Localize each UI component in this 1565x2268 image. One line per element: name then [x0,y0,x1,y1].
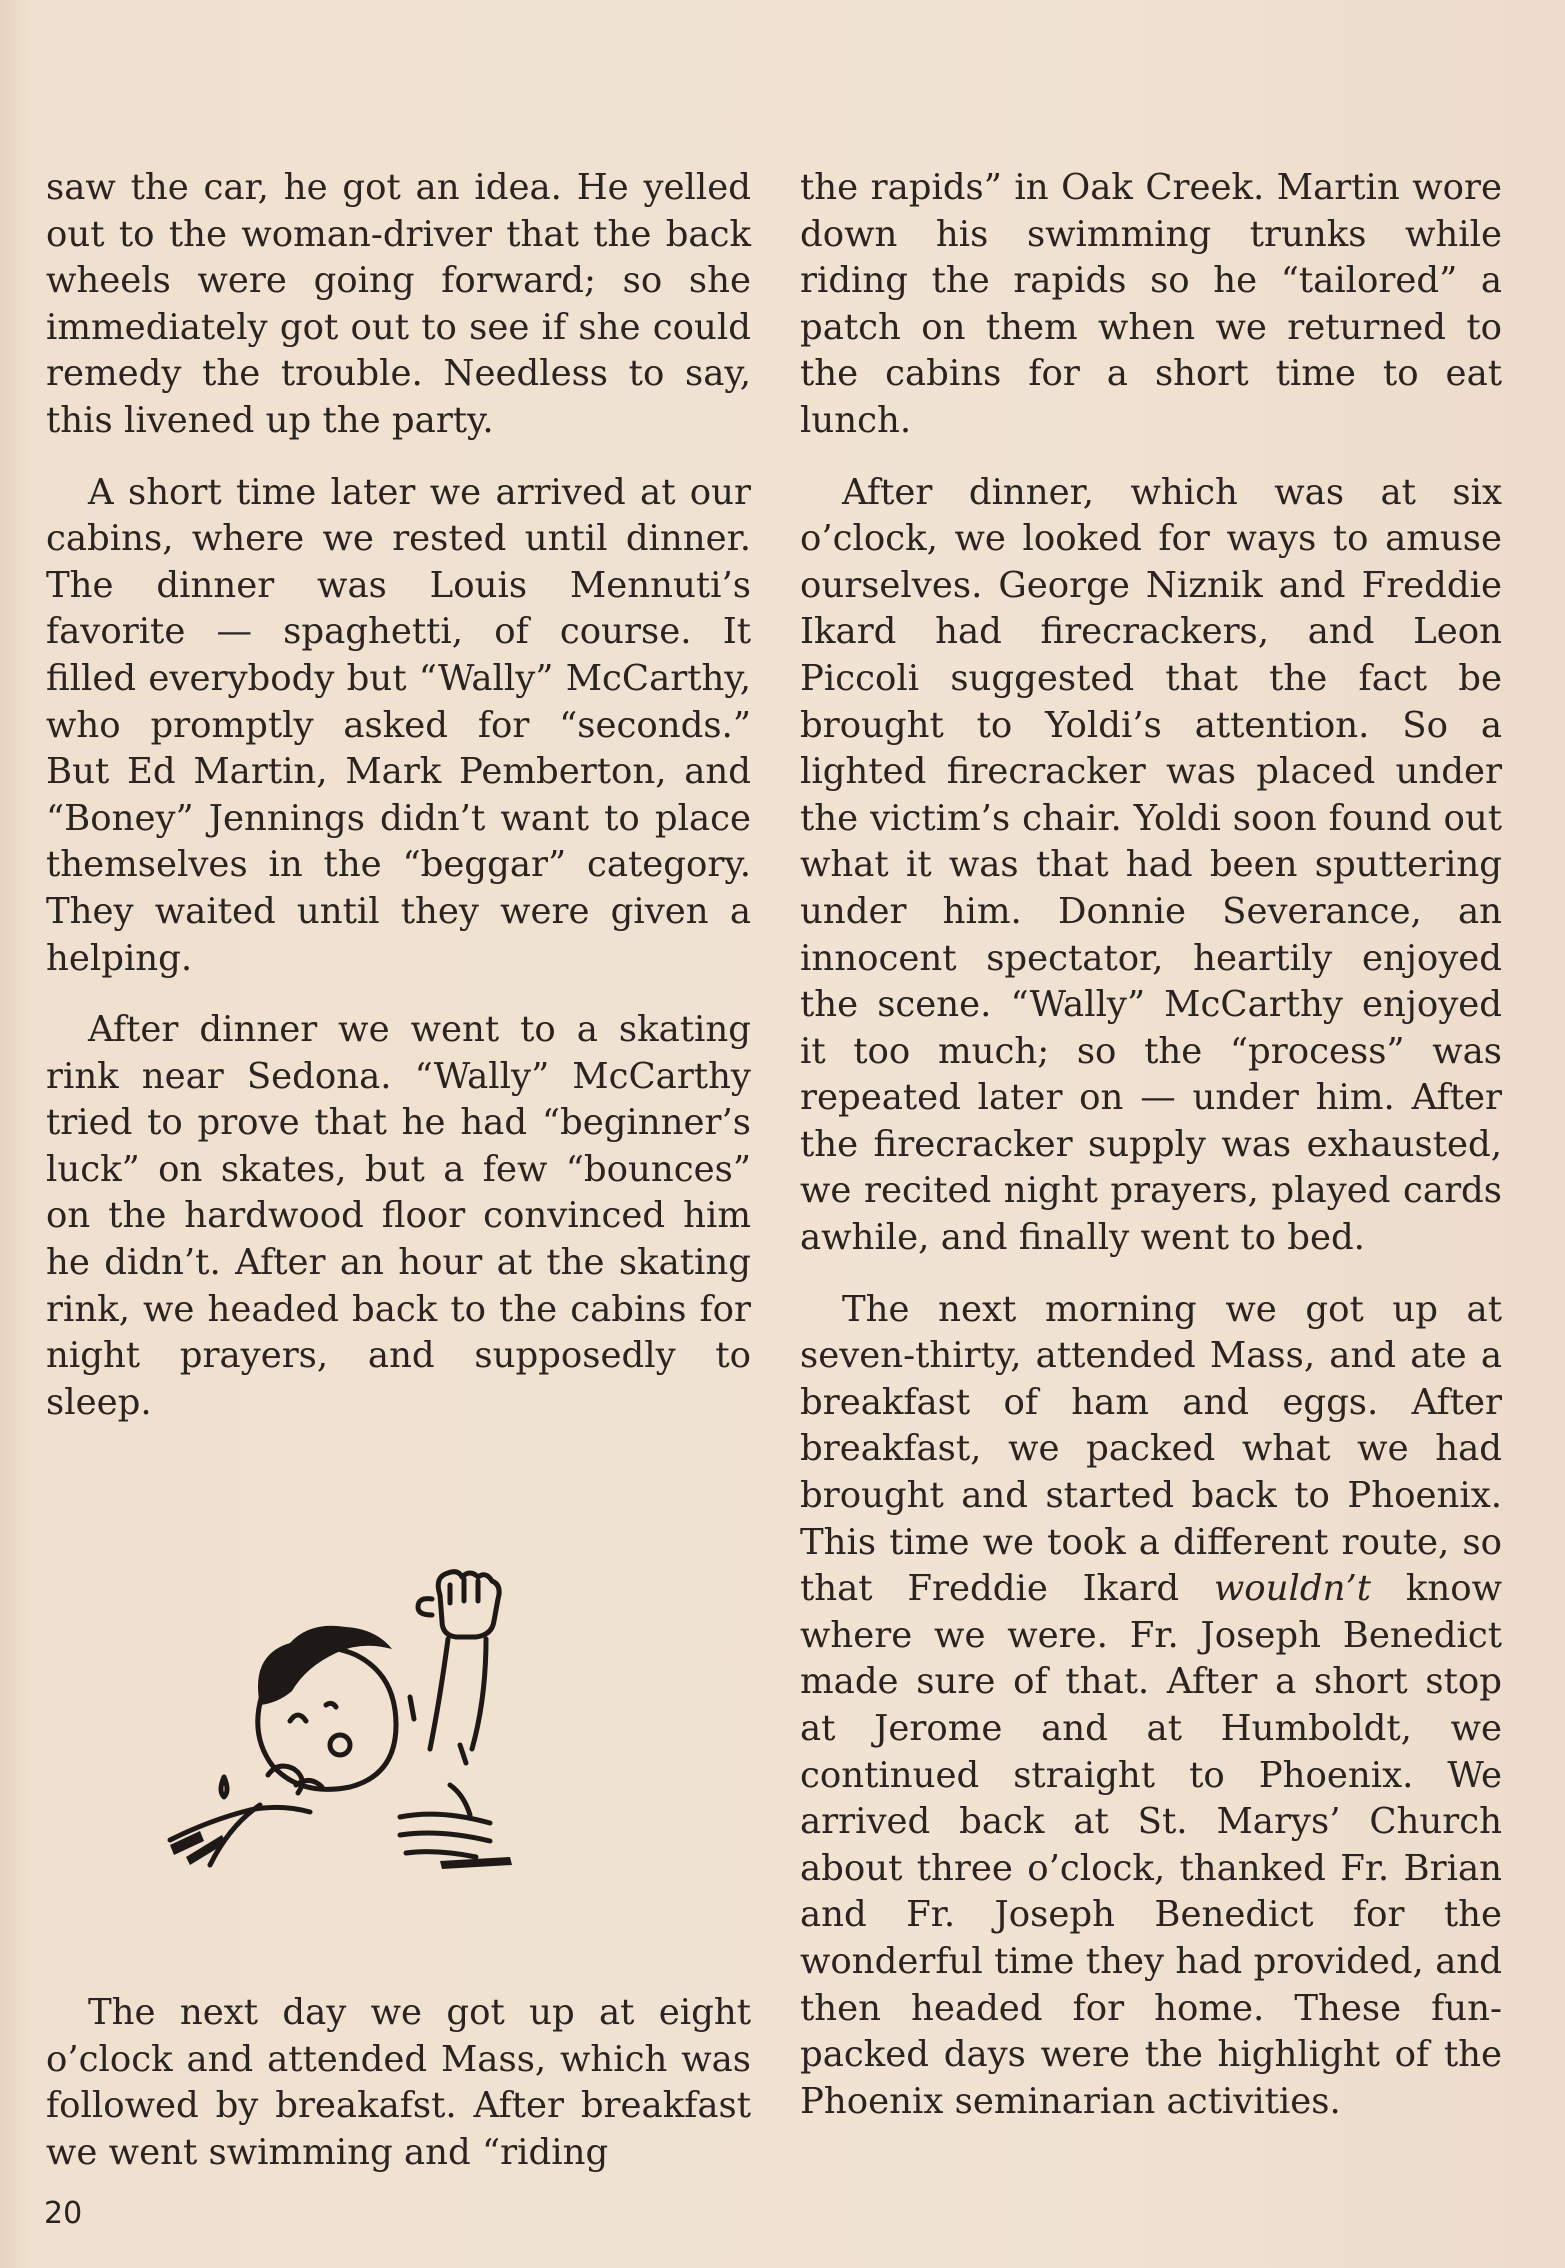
swimmer-raising-fist-icon [150,1555,570,1895]
left-paragraph-3: After dinner we went to a skating rink near Sedona. “Wally” McCarthy tried to prove that he had “beginner’s luck” on skates, but a few “bounces” on the hardwood floor convinced him he didn’t. After an hour at the skating rink, we headed back to the cabins for night prayers, and supposedly to sleep. [46,1009,751,1423]
right-paragraph-3-end: know where we were. Fr. Joseph Benedict made sure of that. After a short stop at Jerome and at Humboldt, we continued straight to Phoenix. We arrived back at St. Marys’ Church about three o’clock, thanked Fr. Brian and Fr. Joseph Benedict for the wonderful time they had provided, and then headed for home. These fun-packed days were the highlight of the Phoenix seminarian activities. [800,1568,1503,2122]
emphasis-wouldnt: wouldn’t [1213,1568,1372,1610]
right-paragraph-1: the rapids” in Oak Creek. Martin wore down his swimming trunks while riding the rapids so he “tailored” a patch on them when we returned to the cabins for a short time to eat lunch. [800,167,1502,441]
left-paragraph-4: The next day we got up at eight o’clock and attended Mass, which was followed by breakafst. After breakfast we went swimming and “riding [46,1992,751,2173]
left-paragraph-2: A short time later we arrived at our cabins, where we rested until dinner. The dinner was Louis Mennuti’s favorite — spaghetti, of course. It filled everybody but “Wally” McCarthy, who promptly asked for “seconds.” But Ed Martin, Mark Pemberton, and “Boney” Jennings didn’t want to place themselves in the “beggar” category. They waited until they were given a helping. [46,471,751,979]
right-column [800,165,1502,2125]
left-column-continued [46,1990,751,2176]
page-number: 20 [44,2196,83,2231]
left-paragraph-1: saw the car, he got an idea. He yelled out to the woman-driver that the back wheels were going forward; so she immediately got out to see if she could remedy the trouble. Needless to say, this livened up the party. [46,167,751,441]
right-paragraph-3-start: The next morning we got up at seven-thirty, attended Mass, and ate a breakfast of ham and eggs. After breakfast, we packed what we had brought and started back to Phoenix. This time we took a different route, so that Freddie Ikard [800,1288,1502,1610]
right-paragraph-2: After dinner, which was at six o’clock, we looked for ways to amuse ourselves. George Niznik and Freddie Ikard had firecrackers, and Leon Piccoli suggested that the fact be brought to Yoldi’s attention. So a lighted firecracker was placed under the victim’s chair. Yoldi soon found out what it was that had been sputtering under him. Donnie Severance, an innocent spectator, heartily enjoyed the scene. “Wally” McCarthy enjoyed it too much; so the “process” was repeated later on — under him. After the firecracker supply was exhausted, we recited night prayers, played cards awhile, and finally went to bed. [800,471,1502,1259]
swimmer-illustration [150,1555,570,1895]
right-paragraph-3 [800,1287,1502,2126]
left-column [46,165,751,1426]
